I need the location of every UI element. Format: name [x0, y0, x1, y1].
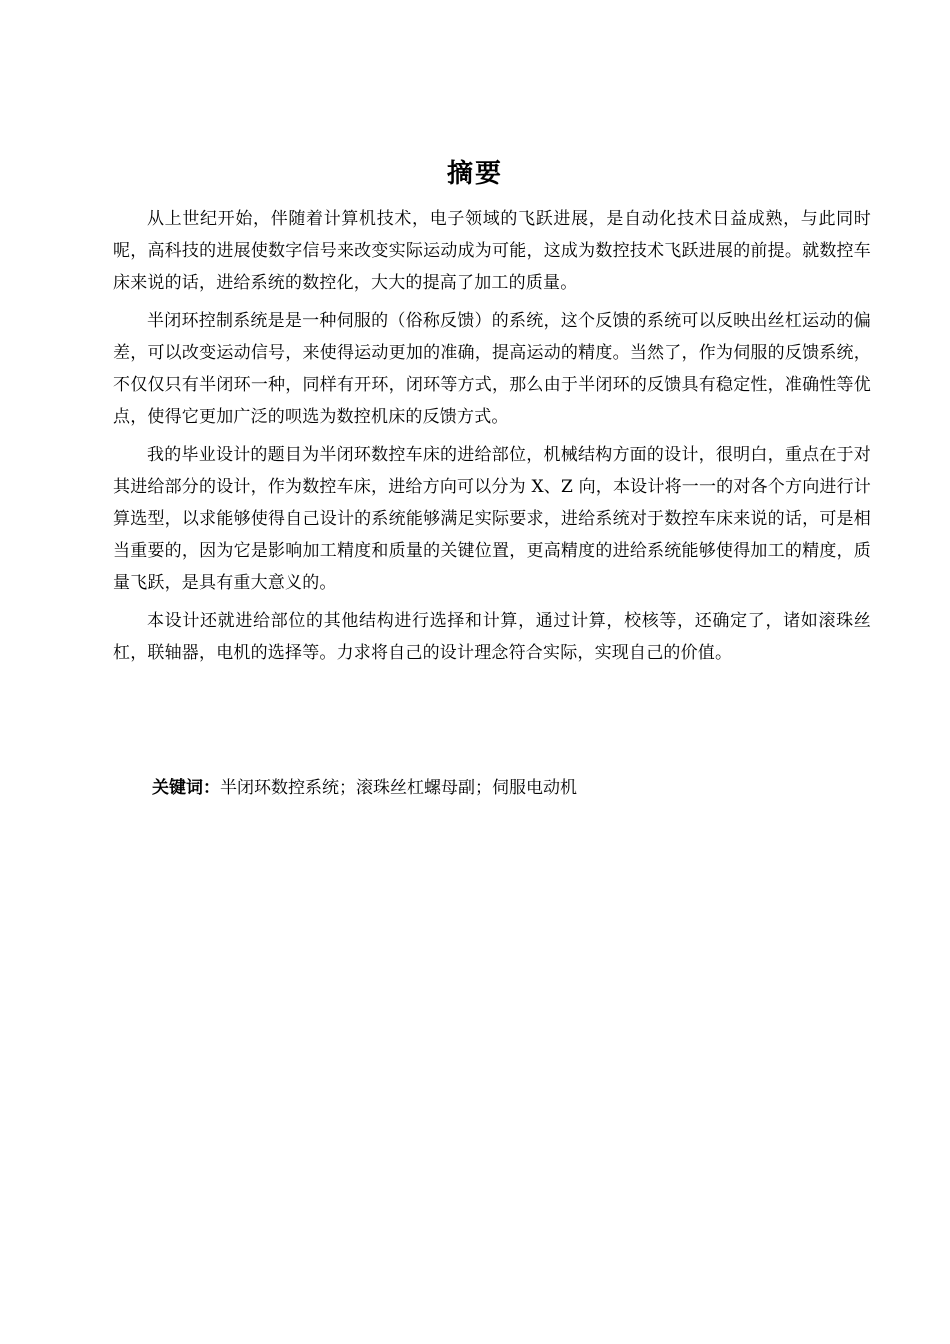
keywords-label: 关键词：: [152, 778, 220, 798]
abstract-paragraph-1: 从上世纪开始，伴随着计算机技术，电子领域的飞跃进展，是自动化技术日益成熟，与此同时呢，高科技的进展使数字信号来改变实际运动成为可能，这成为数控技术飞跃进展的前提。就数控车床来说的话，进给系统的数控化，大大的提高了加工的质量。: [113, 209, 871, 293]
abstract-paragraph-4: 本设计还就进给部位的其他结构进行选择和计算，通过计算，校核等，还确定了，诸如滚珠丝杠，联轴器，电机的选择等。力求将自己的设计理念符合实际，实现自己的价值。: [113, 611, 871, 663]
abstract-paragraph-2: 半闭环控制系统是是一种伺服的（俗称反馈）的系统，这个反馈的系统可以反映出丝杠运动的偏差，可以改变运动信号，来使得运动更加的准确，提高运动的精度。当然了，作为伺服的反馈系统，不仅仅只有半闭环一种，同样有开环，闭环等方式，那么由于半闭环的反馈具有稳定性，准确性等优点，使得它更加广泛的呗选为数控机床的反馈方式。: [113, 311, 871, 427]
keywords-value: 半闭环数控系统；滚珠丝杠螺母副；伺服电动机: [220, 778, 577, 798]
abstract-body: [113, 203, 871, 675]
keywords-line: [152, 772, 872, 804]
abstract-paragraph-3: 我的毕业设计的题目为半闭环数控车床的进给部位，机械结构方面的设计，很明白，重点在于对其进给部分的设计，作为数控车床，进给方向可以分为 X、Z 向，本设计将一一的对各个方向进行计算选型，以求能够使得自己设计的系统能够满足实际要求，进给系统对于数控车床来说的话，可是相当重要的，因为它是影响加工精度和质量的关键位置，更高精度的进给系统能够使得加工的精度，质量飞跃，是具有重大意义的。: [113, 445, 871, 593]
abstract-title: 摘要: [446, 159, 503, 189]
